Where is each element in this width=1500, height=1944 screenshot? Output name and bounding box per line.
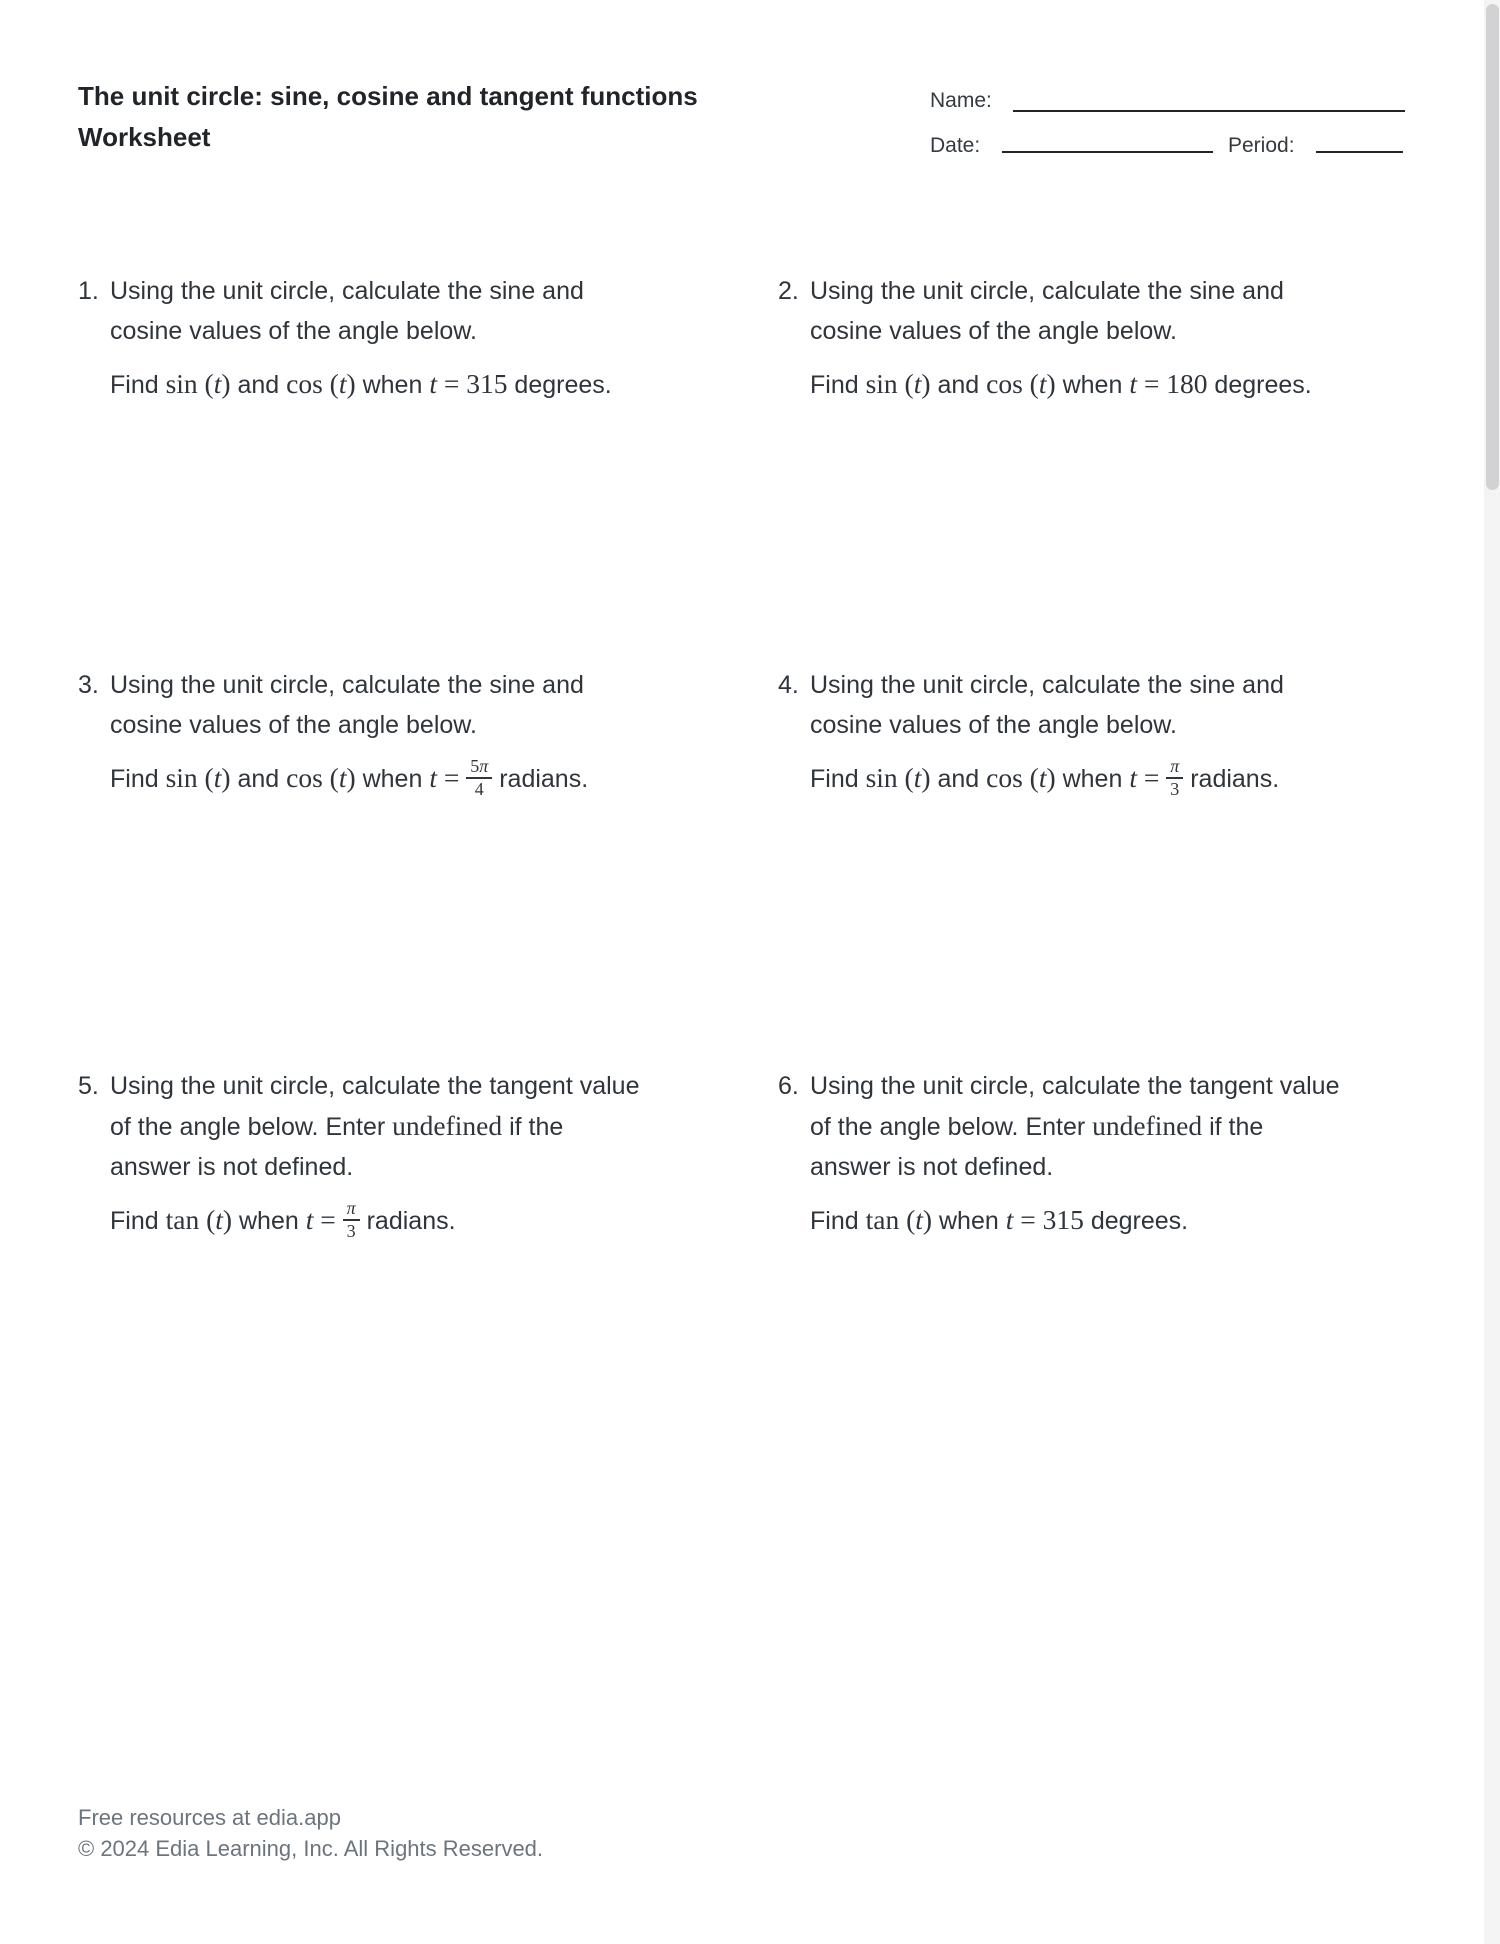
worksheet-title-line2: Worksheet — [78, 122, 211, 152]
text-segment: of the angle below. Enter — [110, 1113, 393, 1141]
problem-statement-line — [110, 1106, 639, 1147]
text-segment: sin ( — [165, 368, 214, 399]
text-segment: = — [313, 1204, 343, 1235]
math-fraction: $\frac{5\pi}{4}$ — [466, 757, 492, 800]
text-segment: and — [230, 765, 287, 793]
problem-content — [810, 1066, 1339, 1243]
name-label: Name: — [930, 89, 992, 112]
text-segment: radians. — [492, 765, 589, 793]
text-segment: if the — [502, 1113, 564, 1141]
text-segment: sin ( — [865, 762, 914, 793]
page-footer — [78, 1802, 543, 1864]
text-segment: Using the unit circle, calculate the tangent value — [810, 1072, 1340, 1100]
text-segment: t — [213, 762, 222, 793]
problem-row-2 — [78, 665, 1438, 801]
text-segment: t — [338, 368, 347, 399]
date-blank-line — [1002, 151, 1213, 153]
text-segment: Find — [110, 371, 166, 399]
problem-2 — [778, 271, 1438, 407]
problem-content — [110, 665, 588, 801]
text-segment: radians. — [1183, 765, 1280, 793]
problem-find-line — [110, 756, 588, 801]
text-segment: Find — [810, 765, 866, 793]
text-segment: Using the unit circle, calculate the sine and — [110, 277, 584, 305]
problem-6 — [778, 1066, 1438, 1243]
text-segment: ) — [221, 368, 231, 399]
text-segment: cosine values of the angle below. — [810, 711, 1177, 739]
math-fraction: $\frac{\pi}{3}$ — [343, 1199, 360, 1242]
problem-statement-line — [810, 271, 1312, 311]
text-segment: ) — [921, 368, 931, 399]
text-segment: when — [232, 1207, 306, 1235]
problem-statement-line — [110, 1066, 639, 1106]
problem-statement-line — [110, 271, 612, 311]
problem-find-line — [110, 362, 612, 407]
period-label: Period: — [1228, 134, 1295, 157]
text-segment: if the — [1202, 1113, 1264, 1141]
scrollbar-thumb[interactable] — [1486, 4, 1499, 490]
text-segment: t — [213, 368, 222, 399]
text-segment: ) — [1046, 368, 1056, 399]
math-fraction: $\frac{\pi}{3}$ — [1166, 757, 1183, 800]
text-segment: t — [1005, 1204, 1014, 1235]
text-segment: answer is not defined. — [110, 1153, 354, 1181]
text-segment: Using the unit circle, calculate the tangent value — [110, 1072, 640, 1100]
text-segment: Find — [110, 1207, 166, 1235]
text-segment: when — [355, 371, 430, 399]
problem-content — [810, 665, 1284, 801]
text-segment: t — [1038, 368, 1047, 399]
problem-row-3 — [78, 1066, 1438, 1243]
text-segment: when — [1055, 371, 1130, 399]
text-segment: cosine values of the angle below. — [810, 317, 1177, 345]
problem-statement-line — [810, 705, 1284, 745]
footer-copyright-text: © 2024 Edia Learning, Inc. All Rights Reserved. — [78, 1836, 544, 1861]
problem-1 — [78, 271, 778, 407]
text-segment: of the angle below. Enter — [810, 1113, 1093, 1141]
footer-resources-text: Free resources at edia.app — [78, 1805, 341, 1830]
problem-statement-line — [810, 665, 1284, 705]
scrollbar-track[interactable] — [1484, 0, 1500, 1944]
text-segment: tan ( — [165, 1204, 216, 1235]
text-segment: Using the unit circle, calculate the sine and — [810, 671, 1284, 699]
text-segment: and — [930, 371, 987, 399]
text-segment: cosine values of the angle below. — [110, 711, 477, 739]
text-segment: Using the unit circle, calculate the sine and — [810, 277, 1284, 305]
text-segment: Find — [810, 1207, 866, 1235]
problem-statement-line — [110, 1147, 639, 1187]
text-segment: ) — [346, 368, 356, 399]
text-segment: degrees. — [1083, 1207, 1189, 1235]
text-segment: and — [230, 371, 287, 399]
problem-5 — [78, 1066, 778, 1243]
text-segment: answer is not defined. — [810, 1153, 1054, 1181]
text-segment: ) — [921, 762, 931, 793]
text-segment: Find — [110, 765, 166, 793]
problem-statement-line — [110, 705, 588, 745]
text-segment: cosine values of the angle below. — [110, 317, 477, 345]
text-segment: ) — [221, 762, 231, 793]
text-segment: degrees. — [1207, 371, 1312, 399]
date-label: Date: — [930, 134, 981, 157]
text-segment: t — [429, 762, 437, 793]
text-segment: ) — [1046, 762, 1056, 793]
text-segment: Find — [810, 371, 866, 399]
text-segment: when — [1055, 765, 1130, 793]
text-segment: when — [932, 1207, 1006, 1235]
text-segment: sin ( — [165, 762, 214, 793]
text-segment: sin ( — [865, 368, 914, 399]
text-segment: cos ( — [286, 762, 339, 793]
text-segment: t — [1129, 762, 1137, 793]
problem-number: 1. — [78, 277, 99, 305]
problem-statement-line — [810, 311, 1312, 351]
problem-content — [810, 271, 1312, 407]
problem-3 — [78, 665, 778, 801]
text-segment: = 180 — [1136, 368, 1208, 399]
text-segment: and — [930, 765, 987, 793]
text-segment: undefined — [1092, 1110, 1203, 1141]
problem-find-line — [810, 1198, 1339, 1243]
text-segment: t — [913, 762, 922, 793]
text-segment: cos ( — [286, 368, 339, 399]
problem-find-line — [810, 756, 1284, 801]
problem-number: 6. — [778, 1072, 799, 1100]
problem-statement-line — [810, 1106, 1339, 1147]
text-segment: = — [436, 762, 467, 793]
problem-statement-line — [110, 311, 612, 351]
text-segment: t — [1038, 762, 1047, 793]
text-segment: degrees. — [507, 371, 612, 399]
problem-number: 3. — [78, 671, 99, 699]
problem-4 — [778, 665, 1438, 801]
worksheet-title-line1: The unit circle: sine, cosine and tangent functions — [78, 81, 698, 111]
problem-number: 4. — [778, 671, 799, 699]
text-segment: ) — [222, 1204, 233, 1235]
problem-statement-line — [810, 1066, 1339, 1106]
name-blank-line — [1013, 110, 1405, 112]
text-segment: t — [429, 368, 437, 399]
text-segment: radians. — [359, 1207, 456, 1235]
text-segment: t — [1129, 368, 1137, 399]
text-segment: ) — [346, 762, 356, 793]
problem-row-1 — [78, 271, 1438, 407]
text-segment: t — [215, 1204, 223, 1235]
text-segment: t — [913, 368, 922, 399]
page-title — [78, 76, 698, 158]
problem-number: 2. — [778, 277, 799, 305]
problem-find-line — [110, 1198, 639, 1243]
problem-statement-line — [810, 1147, 1339, 1187]
text-segment: when — [355, 765, 430, 793]
text-segment: = — [1136, 762, 1167, 793]
text-segment: tan ( — [865, 1204, 916, 1235]
text-segment: undefined — [392, 1110, 503, 1141]
text-segment: = 315 — [436, 368, 508, 399]
problem-find-line — [810, 362, 1312, 407]
problem-content — [110, 1066, 639, 1243]
text-segment: t — [915, 1204, 923, 1235]
text-segment: Using the unit circle, calculate the sine and — [110, 671, 584, 699]
text-segment: t — [338, 762, 347, 793]
period-blank-line — [1316, 151, 1403, 153]
problem-statement-line — [110, 665, 588, 705]
text-segment: t — [305, 1204, 314, 1235]
text-segment: ) — [922, 1204, 933, 1235]
text-segment: = 315 — [1013, 1204, 1084, 1235]
problem-content — [110, 271, 612, 407]
text-segment: cos ( — [986, 368, 1039, 399]
text-segment: cos ( — [986, 762, 1039, 793]
problem-number: 5. — [78, 1072, 99, 1100]
